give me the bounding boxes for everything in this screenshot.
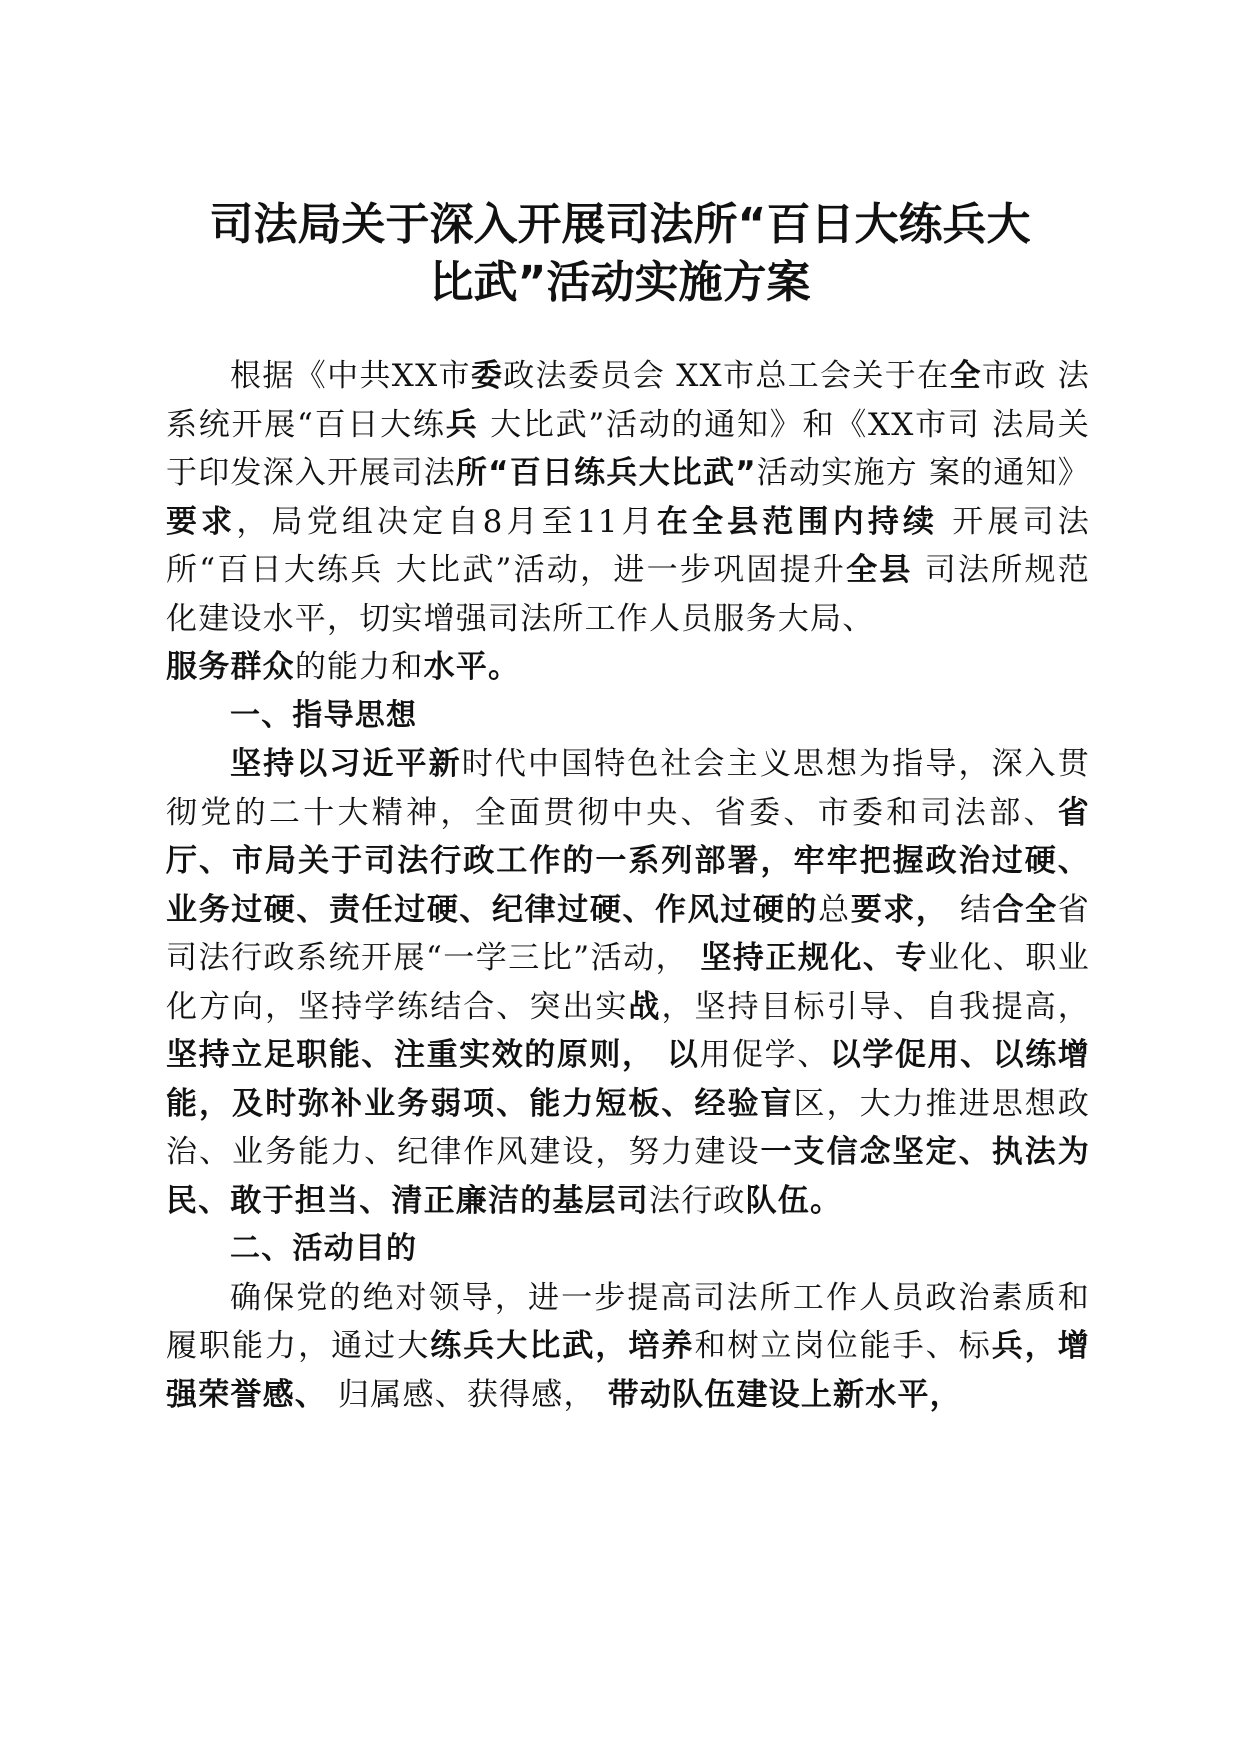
text-run: 队伍。 <box>745 1182 843 1219</box>
intro-paragraph <box>166 352 1090 643</box>
document-title <box>140 196 1100 312</box>
text-run: 要求， <box>850 891 949 928</box>
text-run: 政法委员会 XX市总工会关于在 <box>503 358 950 394</box>
text-run: 以 <box>654 1037 700 1073</box>
text-run: 坚持立足职能、注重实效的原则， <box>166 1037 655 1073</box>
section-heading-guiding-ideology: 一、指导思想 <box>230 697 418 733</box>
text-run: 水平， <box>865 1376 962 1413</box>
text-run: 服务群众 <box>166 649 295 685</box>
text-run: 法行政 <box>649 1182 746 1219</box>
text-run: 兵 <box>445 406 479 443</box>
text-run: 一支信念坚定、执法为民、敢于担当、清正廉洁的基层司 <box>166 1134 1090 1219</box>
text-run: 时代中国特色社会主义思想为指导，深入贯彻党的二十大精神，全面贯彻中央、省委、市委和司法部、 <box>166 746 1090 831</box>
text-run: 练兵大比武，培养 <box>430 1328 695 1364</box>
text-run: 坚持正规化、专 <box>688 940 928 976</box>
text-run: 省厅、市局关于司法行政工作的一系列部署，牢牢把握政治过硬、业务过硬、责任过硬、纪律过硬、作风过硬的 <box>166 794 1090 928</box>
text-run: 市政 法系统开展“百日大练 <box>166 358 1091 443</box>
text-run: 水平。 <box>423 649 521 685</box>
text-run: 合全 <box>992 891 1058 928</box>
document-body <box>166 352 1090 1419</box>
guiding-ideology-paragraph <box>166 740 1090 1225</box>
text-run: 业化、职业化方向，坚持学练结合、突出实 <box>166 940 1090 1025</box>
text-run: 活动实施方 案的通知》 <box>756 455 1090 491</box>
title-line-1: 司法局关于深入开展司法所“百日大练兵大 <box>209 199 1031 250</box>
text-run: 战 <box>628 988 662 1025</box>
text-run: 归属感、获得感， <box>327 1376 596 1413</box>
text-run: 委 <box>470 358 504 394</box>
intro-paragraph-tail <box>166 643 1090 692</box>
text-run: 总 <box>818 891 851 928</box>
title-line-2: 比武”活动实施方案 <box>429 257 811 308</box>
text-run: ，局党组决定自8月至11月 <box>236 503 657 540</box>
text-run: 要求 <box>166 503 237 540</box>
section-heading-activity-purpose: 二、活动目的 <box>230 1231 418 1266</box>
text-run: 坚持以习近平新 <box>230 746 462 782</box>
text-run: 确保党的绝对领导，进一步提高司法所工作人员政治素质和履职能力，通过大 <box>166 1279 1090 1364</box>
text-run: 司法所规范化建设水平，切实增强司法所工作人员服务大局、 <box>166 552 1090 637</box>
text-run: 用促学、 <box>699 1037 830 1073</box>
text-run: 兵，增强荣誉感、 <box>166 1328 1090 1413</box>
text-run: 带动队伍建设上新 <box>595 1376 866 1413</box>
text-run: ，坚持目标引导、自我提高， <box>661 988 1090 1025</box>
text-run: 全县 <box>846 552 913 588</box>
text-run: 开展司法所“百日大练兵 大比武”活动，进一步巩固提升 <box>166 503 1090 588</box>
text-run: 区，大力推进思想政治、业务能力、纪律作风建设，努力建设 <box>166 1085 1090 1170</box>
text-run: 大比武”活动的通知》和《XX市司 法局关于印发深入开展司法 <box>166 406 1090 491</box>
text-run: 的能力和 <box>294 649 424 685</box>
text-run: 根据《中共XX市 <box>230 358 471 394</box>
text-run: 省司法行政系统开展“一学三比”活动， <box>166 891 1090 976</box>
text-run: 以学促用、以练增能，及时弥补业务弱项、能力短板、经验盲 <box>166 1037 1090 1122</box>
text-run: 在全县范围内持续 <box>656 503 939 540</box>
text-run: 全 <box>949 358 982 394</box>
activity-purpose-paragraph <box>166 1274 1090 1420</box>
text-run: 所“百日练兵大比武” <box>455 455 757 491</box>
text-run: 和树立岗位能手、标 <box>694 1328 992 1364</box>
text-run: 结 <box>948 891 993 928</box>
